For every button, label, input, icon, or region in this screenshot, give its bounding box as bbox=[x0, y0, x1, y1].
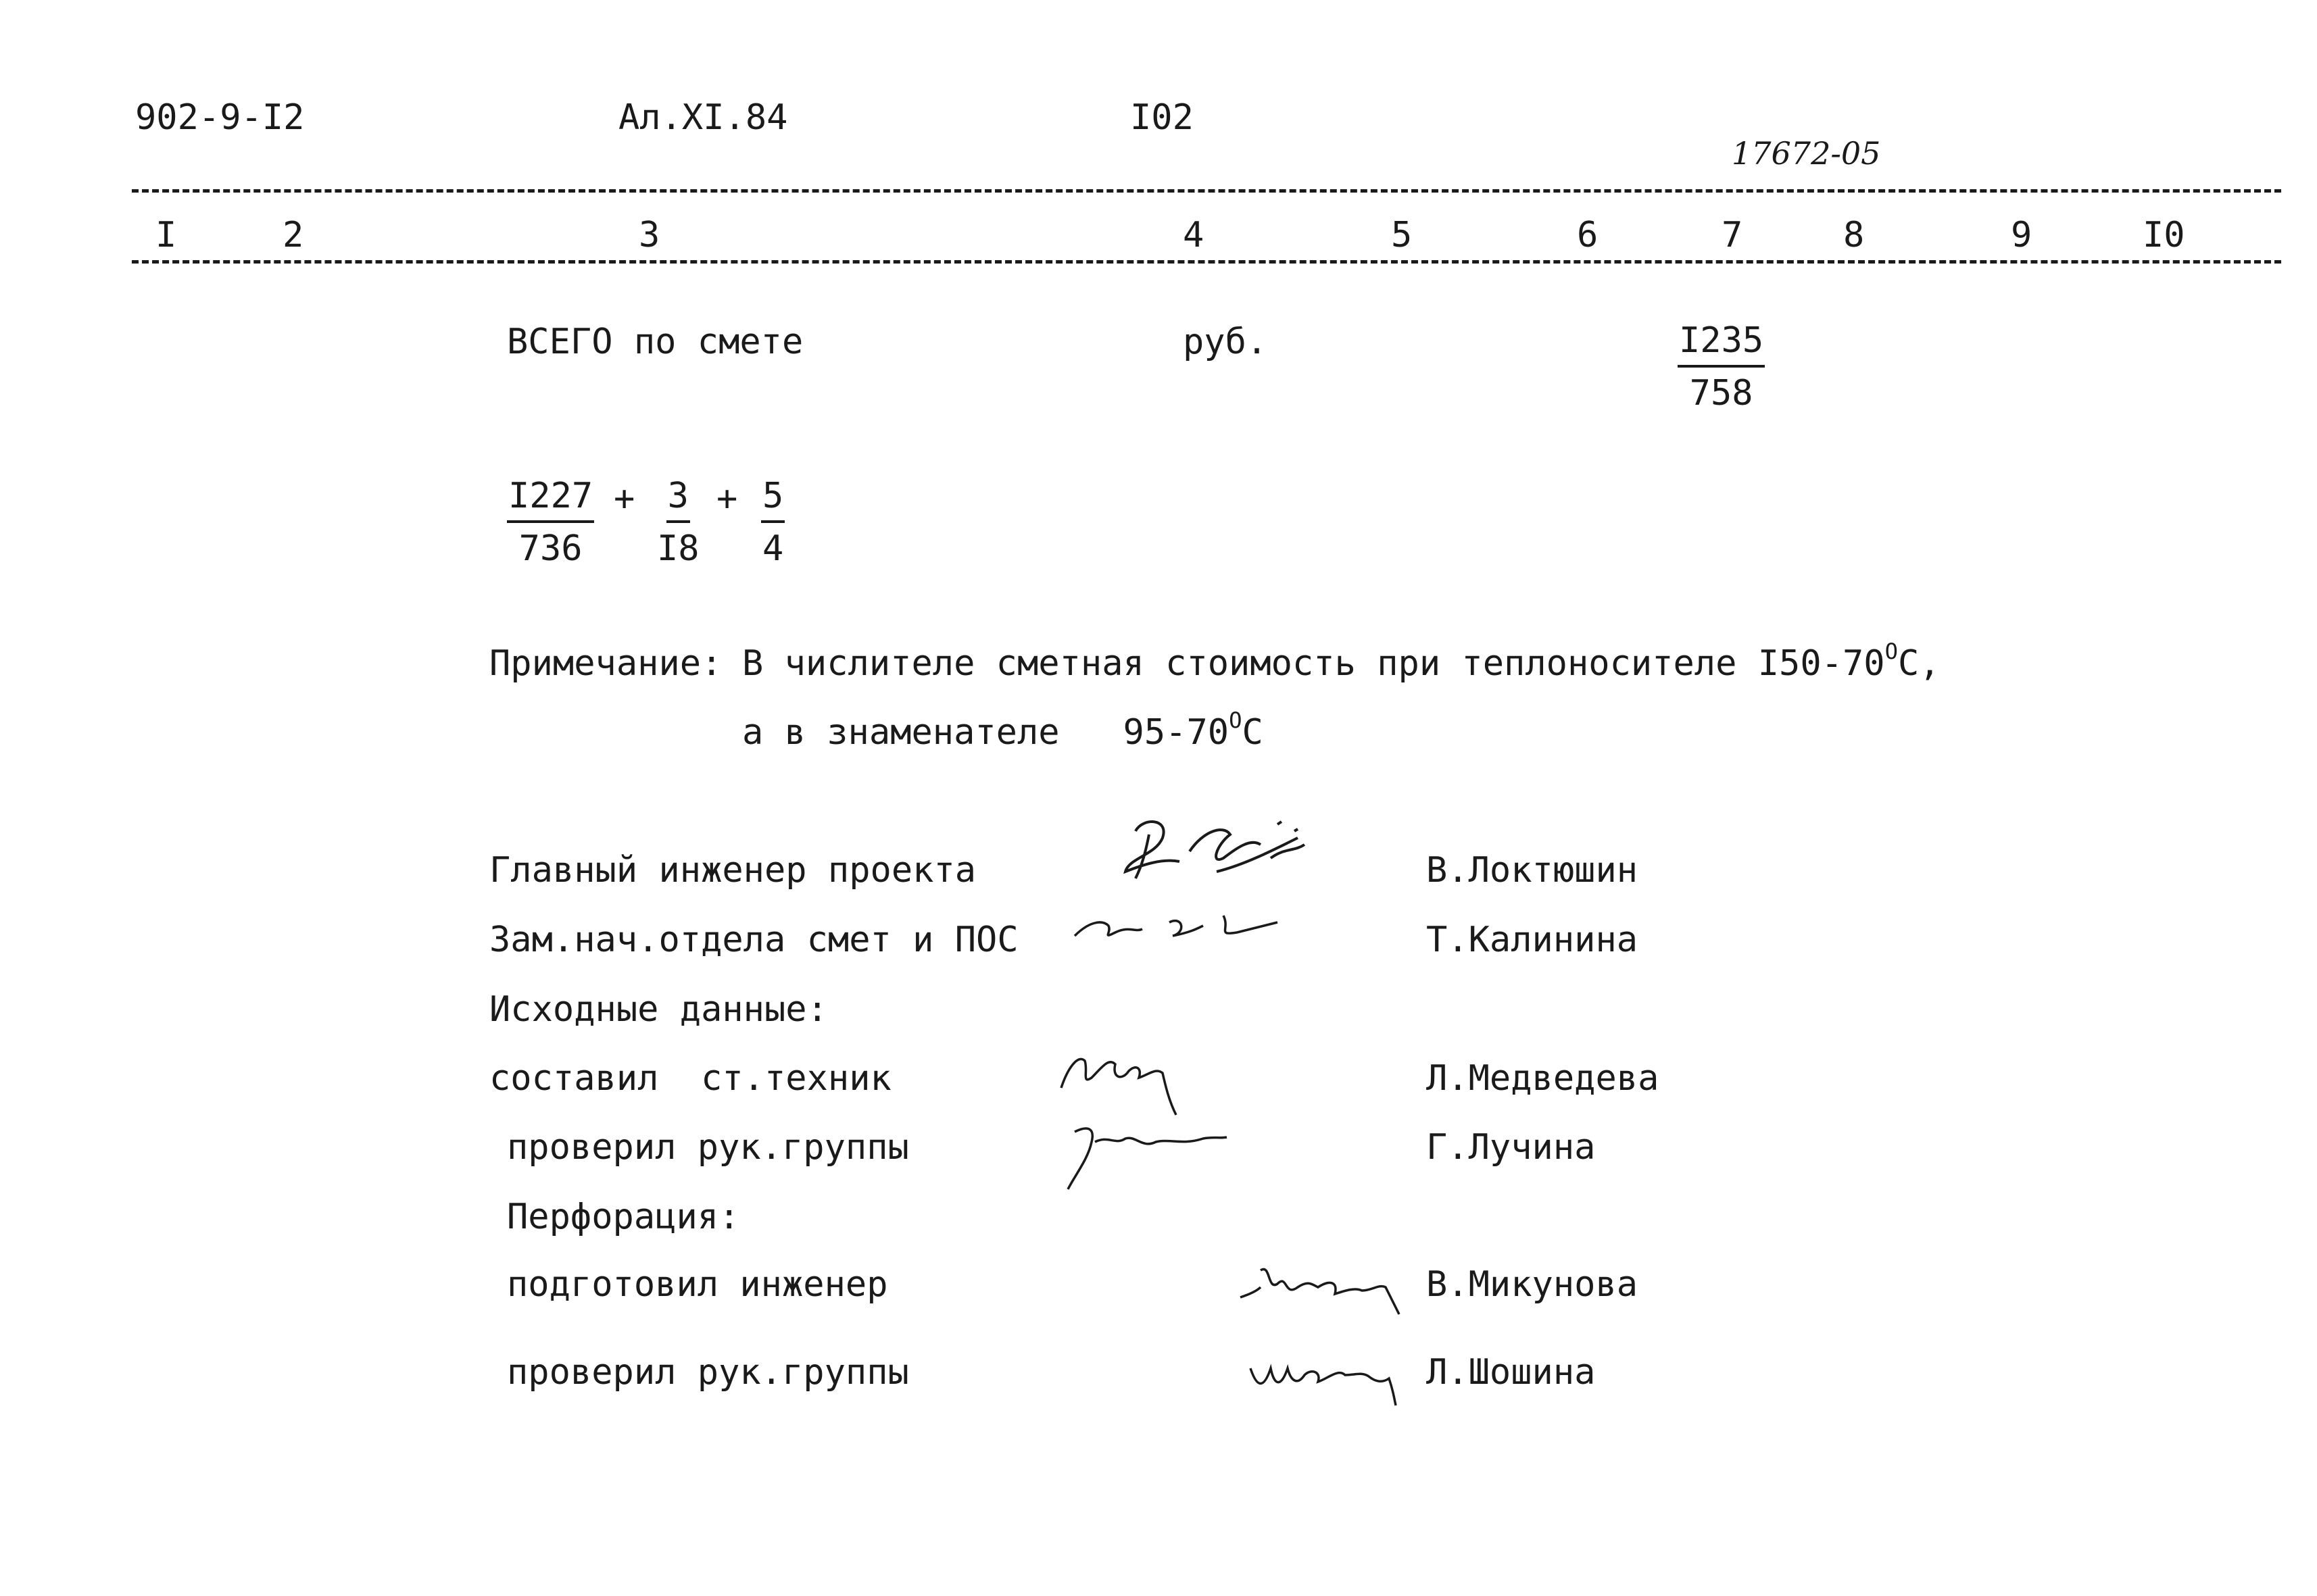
album-number: Ал.XI.84 bbox=[618, 97, 788, 138]
total-unit: руб. bbox=[1183, 322, 1268, 362]
note-line-2 bbox=[742, 707, 1263, 753]
column-number: 6 bbox=[1577, 215, 1599, 255]
total-fraction bbox=[1678, 320, 1765, 414]
term-denominator: 736 bbox=[518, 528, 583, 569]
total-label: ВСЕГО по смете bbox=[507, 322, 804, 362]
column-number: I bbox=[155, 215, 177, 255]
degree-mark: O bbox=[1229, 707, 1242, 733]
total-denominator: 758 bbox=[1689, 373, 1753, 414]
note-line-1-end: С, bbox=[1897, 643, 1941, 684]
project-code: 902-9-I2 bbox=[135, 97, 305, 138]
term-numerator: 3 bbox=[666, 478, 690, 523]
term-denominator: 4 bbox=[762, 528, 784, 569]
breakdown-term bbox=[507, 476, 594, 569]
document-number: 17672-05 bbox=[1732, 135, 1881, 172]
chief-engineer-title: Главный инженер проекта bbox=[489, 850, 977, 891]
note-line-1-text: В числителе сметная стоимость при теплоносителе I50-70 bbox=[742, 643, 1885, 684]
prepared-name: В.Микунова bbox=[1426, 1264, 1638, 1305]
perforation-heading: Перфорация: bbox=[507, 1197, 740, 1237]
checked2-title: проверил рук.группы bbox=[507, 1352, 909, 1393]
column-number: 4 bbox=[1183, 215, 1204, 255]
note-line-2-end: С bbox=[1242, 712, 1263, 753]
deputy-head-title: Зам.нач.отдела смет и ПОС bbox=[489, 920, 1019, 960]
term-denominator: I8 bbox=[657, 528, 700, 569]
note-line-2-text: а в знаменателе 95-70 bbox=[742, 712, 1229, 753]
term-numerator: I227 bbox=[507, 478, 594, 523]
signature-checked1 bbox=[1048, 1108, 1237, 1205]
column-number: 7 bbox=[1722, 215, 1743, 255]
prepared-title: подготовил инженер bbox=[507, 1264, 888, 1305]
checked1-name: Г.Лучина bbox=[1426, 1127, 1596, 1168]
compiled-name: Л.Медведева bbox=[1426, 1058, 1659, 1099]
plus-sign: + bbox=[716, 478, 738, 519]
deputy-head-name: Т.Калинина bbox=[1426, 920, 1638, 960]
breakdown-term bbox=[761, 476, 785, 569]
column-number: 9 bbox=[2011, 215, 2032, 255]
chief-engineer-name: В.Локтюшин bbox=[1426, 850, 1638, 891]
term-numerator: 5 bbox=[761, 478, 785, 523]
total-numerator: I235 bbox=[1678, 323, 1765, 368]
plus-sign: + bbox=[614, 478, 635, 519]
breakdown-term bbox=[657, 476, 700, 569]
signature-deputy-head bbox=[1068, 902, 1298, 958]
dashed-rule-top bbox=[132, 189, 2281, 193]
compiled-title: составил ст.техник bbox=[489, 1058, 892, 1099]
signature-checked2 bbox=[1244, 1341, 1419, 1424]
source-data-heading: Исходные данные: bbox=[489, 989, 828, 1030]
checked1-title: проверил рук.группы bbox=[507, 1127, 909, 1168]
note-line-1 bbox=[742, 638, 1941, 684]
column-number: 3 bbox=[639, 215, 660, 255]
checked2-name: Л.Шошина bbox=[1426, 1352, 1596, 1393]
column-number: I0 bbox=[2143, 215, 2185, 255]
page-number: I02 bbox=[1130, 97, 1194, 138]
signature-chief-engineer bbox=[1115, 811, 1332, 901]
column-number: 5 bbox=[1391, 215, 1413, 255]
note-label: Примечание: bbox=[489, 643, 723, 684]
signature-prepared bbox=[1237, 1250, 1413, 1333]
dashed-rule-bottom bbox=[132, 260, 2281, 264]
degree-mark: O bbox=[1884, 638, 1898, 664]
column-number: 8 bbox=[1843, 215, 1865, 255]
column-number: 2 bbox=[283, 215, 304, 255]
